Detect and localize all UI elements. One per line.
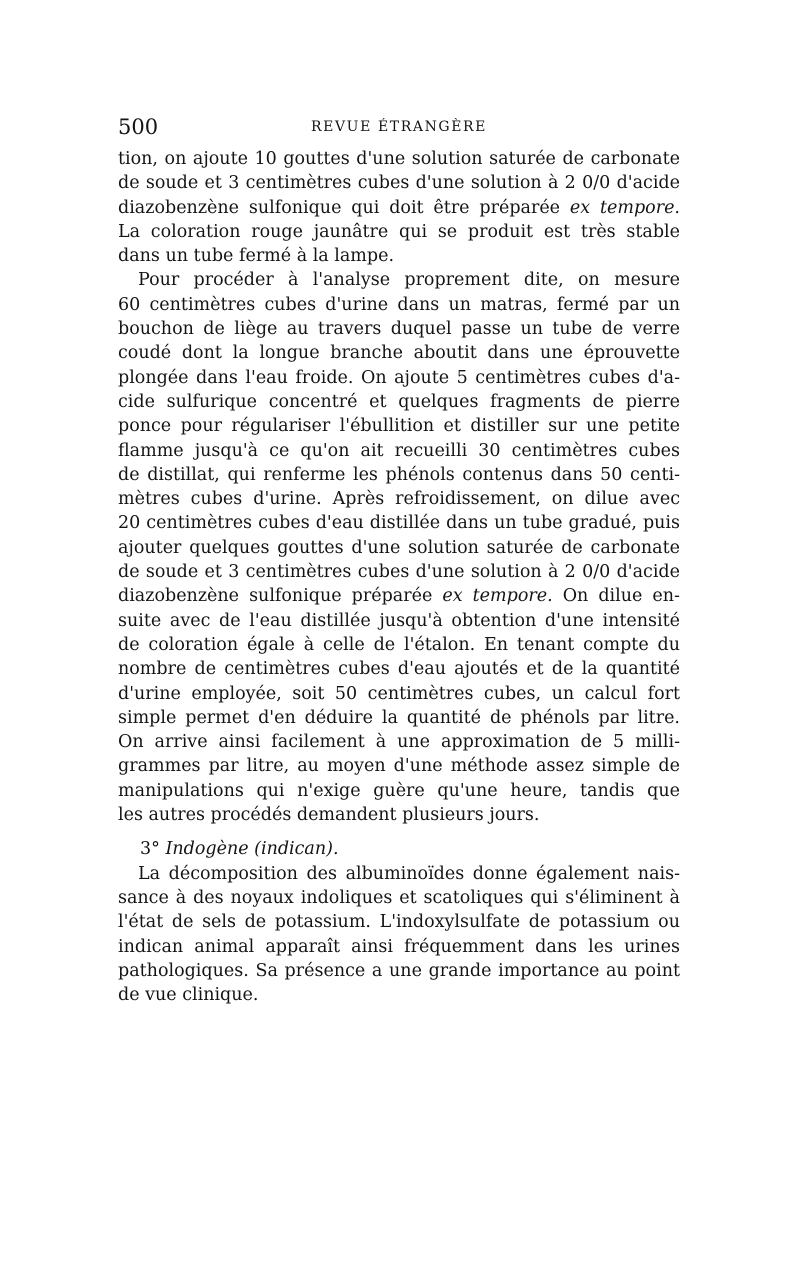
text-line: grammes par litre, au moyen d'une méthode assez simple de [118, 756, 680, 777]
text-line: d'urine employée, soit 50 centimètres cubes, un calcul fort [118, 683, 680, 704]
section-subheading [118, 837, 680, 861]
page-number: 500 [118, 115, 159, 139]
text-line: dans un tube fermé à la lampe. [118, 246, 395, 267]
text-line: bouchon de liège au travers duquel passe un tube de verre [118, 319, 680, 340]
text-line: plongée dans l'eau froide. On ajoute 5 centimètres cubes d'a- [118, 367, 680, 388]
text-line: de vue clinique. [118, 985, 259, 1006]
text-line: 20 centimètres cubes d'eau distillée dans un tube gradué, puis [118, 513, 680, 534]
text-line: indican animal apparaît ainsi fréquemment dans les urines [118, 936, 680, 957]
text-line: nombre de centimètres cubes d'eau ajoutés et de la quantité [118, 659, 680, 680]
text-line: de coloration égale à celle de l'étalon. En tenant compte du [118, 634, 680, 655]
text-line: suite avec de l'eau distillée jusqu'à obtention d'une intensité [118, 610, 680, 631]
text-line: l'état de sels de potassium. L'indoxylsulfate de potassium ou [118, 912, 680, 933]
text-line: simple permet d'en déduire la quantité de phénols par litre. [118, 707, 680, 728]
text-line: ponce pour régulariser l'ébullition et distiller sur une petite [118, 416, 680, 437]
text-line: cide sulfurique concentré et quelques fragments de pierre [118, 391, 680, 412]
text-line: sance à des noyaux indoliques et scatoliques qui s'éliminent à [118, 887, 680, 908]
text-line: Pour procéder à l'analyse proprement dite, on mesure [138, 270, 680, 291]
text-line: de distillat, qui renferme les phénols contenus dans 50 centi- [118, 464, 680, 485]
text-line: tion, on ajoute 10 gouttes d'une solution saturée de carbonate [118, 149, 680, 169]
text-segment: diazobenzène sulfonique qui doit être préparée [118, 197, 561, 218]
text-line: manipulations qui n'exige guère qu'une heure, tandis que [118, 780, 680, 801]
italic-phrase: ex tempore. [569, 197, 680, 218]
text-line: les autres procédés demandent plusieurs jours. [118, 805, 540, 826]
text-line: ajouter quelques gouttes d'une solution saturée de carbonate [118, 537, 680, 558]
text-line: coudé dont la longue branche aboutit dans une éprouvette [118, 343, 680, 364]
text-line [118, 584, 680, 608]
text-line: 60 centimètres cubes d'urine dans un matras, fermé par un [118, 294, 680, 315]
text-line: La coloration rouge jaunâtre qui se produit est très stable [118, 221, 680, 242]
text-line: flamme jusqu'à ce qu'on ait recueilli 30 centimètres cubes [118, 440, 680, 461]
body-text [118, 147, 680, 1007]
text-line: On arrive ainsi facilement à une approximation de 5 milli- [118, 732, 680, 753]
italic-phrase: ex tempore. [442, 586, 553, 607]
page-header [118, 114, 680, 140]
text-segment: diazobenzène sulfonique préparée [118, 586, 433, 607]
text-line: pathologiques. Sa présence a une grande importance au point [118, 960, 680, 981]
text-line: mètres cubes d'urine. Après refroidissement, on dilue avec [118, 489, 680, 510]
section-number: 3° [140, 839, 160, 860]
running-title: REVUE ÉTRANGÈRE [311, 119, 487, 135]
section-title: Indogène (indican). [165, 839, 339, 860]
text-line [118, 196, 680, 220]
text-line: La décomposition des albuminoïdes donne également nais- [138, 863, 680, 884]
text-segment: On dilue en- [562, 586, 680, 607]
text-line: de soude et 3 centimètres cubes d'une solution à 2 0/0 d'acide [118, 562, 680, 583]
text-line: de soude et 3 centimètres cubes d'une solution à 2 0/0 d'acide [118, 173, 680, 194]
